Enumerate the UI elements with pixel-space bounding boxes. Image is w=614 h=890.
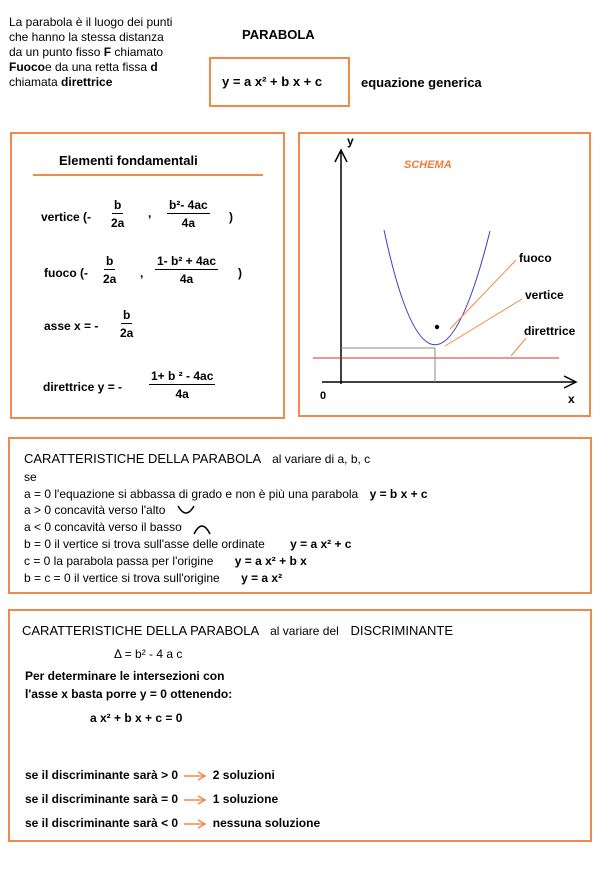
case-negative (25, 816, 320, 830)
focus-close: ) (238, 266, 242, 280)
discriminant-box (8, 609, 592, 842)
row-bc-zero-text: b = c = 0 il vertice si trova sull'origine (24, 571, 220, 585)
row-a-zero (24, 487, 428, 501)
page-title: PARABOLA (242, 27, 315, 42)
parabola-diagram (300, 134, 589, 415)
concave-up-curve (178, 506, 194, 513)
characteristics-title-text: CARATTERISTICHE DELLA PARABOLA (24, 451, 261, 466)
focus-y-numerator: 1- b² + 4ac (157, 254, 217, 268)
axis-denominator: 2a (120, 326, 134, 340)
focus-callout-label: fuoco (519, 251, 552, 265)
directrix-fraction (149, 369, 215, 401)
definition-text-part: chiamata (9, 75, 62, 89)
focus-label: fuoco (- (44, 266, 88, 280)
definition-text (9, 15, 172, 90)
elements-box (10, 132, 285, 419)
arrow-right-icon (183, 819, 207, 829)
arrow-right-icon (183, 771, 207, 781)
discriminant-intro-1: Per determinare le intersezioni con (25, 669, 225, 683)
definition-text-part: chiamato (111, 45, 164, 59)
focus-fraction-y (155, 254, 218, 286)
focus-comma: , (140, 266, 144, 280)
vertex-fraction-x (111, 198, 124, 230)
case-negative-condition: se il discriminante sarà < 0 (25, 816, 179, 830)
case-zero-condition: se il discriminante sarà = 0 (25, 792, 179, 806)
definition-directrix-word: direttrice (61, 75, 113, 89)
row-c-zero (24, 554, 307, 568)
focus-point (435, 325, 439, 329)
vertex-x-denominator: 2a (111, 216, 125, 230)
row-a-zero-text: a = 0 l'equazione si abbassa di grado e non è più una parabola (24, 487, 359, 501)
vertex-fraction-y (167, 198, 210, 230)
definition-line-4 (9, 60, 172, 75)
delta-formula: Δ = b² - 4 a c (114, 647, 183, 661)
vertex-x-numerator: b (114, 198, 122, 212)
y-axis-label: y (347, 134, 354, 148)
concave-down-icon (191, 521, 213, 535)
arrow-right-icon (183, 795, 207, 805)
concave-down-curve (194, 526, 210, 534)
discriminant-title (22, 623, 453, 638)
case-positive-result: 2 soluzioni (212, 768, 275, 782)
case-positive (25, 768, 275, 782)
schema-box (298, 132, 591, 417)
row-b-zero-equation: y = a x² + c (290, 537, 352, 551)
vertex-y-numerator: b²- 4ac (169, 198, 208, 212)
x-axis-label: x (568, 392, 575, 406)
directrix-label: direttrice y = - (43, 380, 123, 394)
row-a-positive (24, 503, 197, 518)
row-a-positive-text: a > 0 concavità verso l'alto (24, 503, 166, 517)
concave-up-icon (175, 504, 197, 518)
row-b-zero (24, 537, 351, 551)
schema-title: SCHEMA (404, 159, 452, 171)
axis-fraction (120, 308, 133, 340)
generic-equation-box (209, 57, 350, 107)
axis-label: asse x = - (44, 319, 99, 333)
directrix-numerator: 1+ b ² - 4ac (151, 369, 214, 383)
elements-title: Elementi fondamentali (59, 153, 198, 168)
directrix-pointer (511, 338, 526, 356)
intersection-equation: a x² + b x + c = 0 (90, 711, 183, 725)
characteristics-se: se (24, 470, 37, 484)
vertex-callout-label: vertice (525, 288, 564, 302)
discriminant-intro-2: l'asse x basta porre y = 0 ottenendo: (25, 687, 233, 701)
discriminant-subtitle-word: DISCRIMINANTE (350, 623, 453, 638)
definition-line-1: La parabola è il luogo dei punti (9, 15, 173, 29)
vertex-close: ) (229, 210, 233, 224)
focus-x-numerator: b (106, 254, 114, 268)
definition-text-part: e da una retta fissa (45, 60, 151, 74)
case-zero (25, 792, 278, 806)
case-negative-result: nessuna soluzione (212, 816, 321, 830)
focus-pointer (450, 260, 516, 329)
directrix-callout-label: direttrice (524, 324, 576, 338)
origin-label: 0 (320, 390, 327, 402)
definition-line-letter: d (150, 60, 158, 74)
row-c-zero-text: c = 0 la parabola passa per l'origine (24, 554, 214, 568)
definition-line-5 (9, 75, 172, 90)
elements-title-underline (33, 174, 263, 176)
generic-equation-label: equazione generica (361, 75, 482, 90)
focus-y-denominator: 4a (179, 272, 194, 286)
focus-fraction-x (103, 254, 116, 286)
definition-focus-letter: F (103, 45, 112, 59)
vertex-y-denominator: 4a (181, 216, 196, 230)
axis-numerator: b (123, 308, 131, 322)
case-zero-result: 1 soluzione (212, 792, 279, 806)
row-b-zero-text: b = 0 il vertice si trova sull'asse delle ordinate (24, 537, 265, 551)
row-c-zero-equation: y = a x² + b x (234, 554, 307, 568)
row-a-negative-text: a < 0 concavità verso il basso (24, 520, 182, 534)
characteristics-subtitle: al variare di a, b, c (272, 452, 371, 466)
case-positive-condition: se il discriminante sarà > 0 (25, 768, 179, 782)
row-bc-zero-equation: y = a x² (241, 571, 283, 585)
vertex-label: vertice (- (41, 210, 92, 224)
focus-x-denominator: 2a (103, 272, 117, 286)
definition-line-2: che hanno la stessa distanza (9, 30, 164, 44)
generic-equation: y = a x² + b x + c (222, 74, 323, 89)
definition-text-part: da un punto fisso (9, 45, 104, 59)
vertex-comma: , (148, 206, 152, 220)
row-a-zero-equation: y = b x + c (369, 487, 428, 501)
definition-line-3 (9, 45, 172, 60)
characteristics-box (8, 437, 592, 594)
row-bc-zero (24, 571, 282, 585)
discriminant-title-text: CARATTERISTICHE DELLA PARABOLA (22, 623, 259, 638)
discriminant-subtitle: al variare del (270, 624, 339, 638)
characteristics-title (24, 451, 370, 466)
definition-focus-word: Fuoco (9, 60, 45, 74)
row-a-negative (24, 520, 213, 535)
directrix-denominator: 4a (175, 387, 189, 401)
